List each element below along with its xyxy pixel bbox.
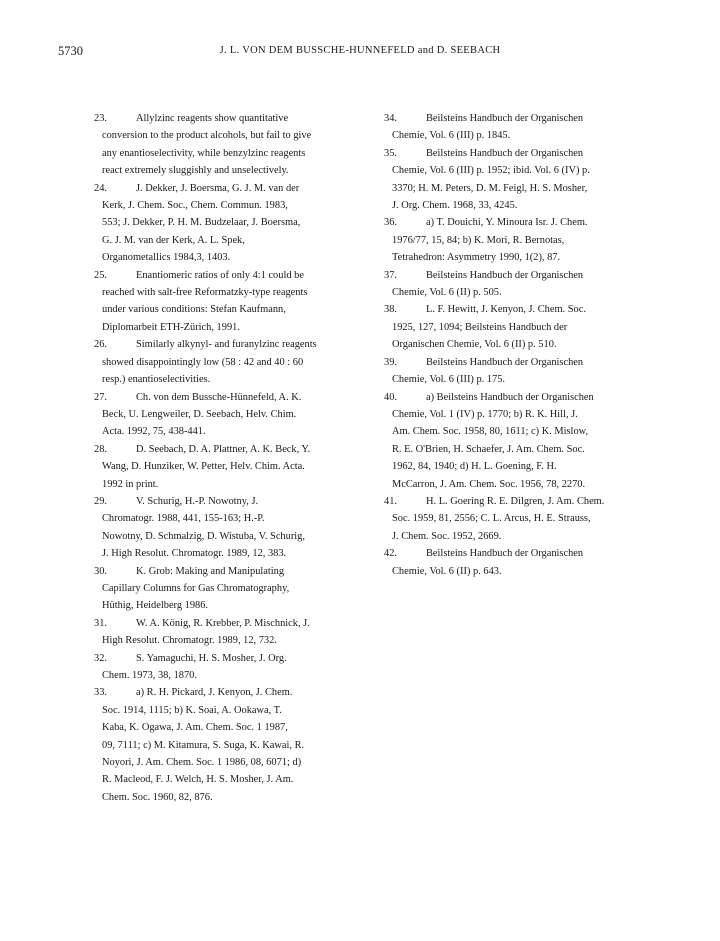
reference-item [384, 110, 646, 145]
reference-text: S. Yamaguchi, H. S. Mosher, J. Org. [136, 652, 287, 664]
reference-line: Kaba, K. Ogawa, J. Am. Chem. Soc. 1 1987, [102, 722, 288, 734]
reference-line: any enantioselectivity, while benzylzinc reagents [102, 147, 306, 159]
reference-text: Enantiomeric ratios of only 4:1 could be [136, 269, 304, 281]
reference-text: a) R. H. Pickard, J. Kenyon, J. Chem. [136, 687, 293, 699]
reference-number: 34. [384, 113, 397, 124]
reference-text: Similarly alkynyl- and furanylzinc reagents [136, 339, 317, 351]
reference-text: D. Seebach, D. A. Plattner, A. K. Beck, Y. [136, 443, 311, 455]
reference-line: Chemie, Vol. 6 (III) p. 1952; ibid. Vol. 6 (IV) p. [392, 165, 590, 177]
reference-first-line [384, 145, 646, 162]
running-head: J. L. VON DEM BUSSCHE-HUNNEFELD and D. SEEBACH [219, 45, 501, 56]
reference-number: 37. [384, 269, 397, 281]
reference-item [94, 563, 360, 615]
reference-number: 39. [384, 356, 397, 368]
reference-line: react extremely sluggishly and unselectively. [102, 165, 289, 177]
reference-text: L. F. Hewitt, J. Kenyon, J. Chem. Soc. [426, 304, 586, 316]
reference-line: 1925, 127, 1094; Beilsteins Handbuch der [392, 321, 568, 333]
reference-first-line [94, 493, 360, 510]
reference-text: Beilsteins Handbuch der Organischen [426, 147, 584, 159]
reference-first-line [384, 301, 646, 318]
reference-line: reached with salt-free Reformatzky-type reagents [102, 287, 308, 299]
reference-number: 27. [94, 391, 107, 403]
reference-text: Beilsteins Handbuch der Organischen [426, 269, 584, 281]
reference-line: J. Chem. Soc. 1952, 2669. [392, 530, 502, 542]
reference-first-line [94, 563, 360, 580]
reference-line: 1962, 84, 1940; d) H. L. Goening, F. H. [392, 461, 557, 473]
reference-item [94, 336, 360, 388]
reference-item [384, 145, 646, 215]
reference-number: 35. [384, 147, 397, 159]
reference-line: Chromatogr. 1988, 441, 155-163; H.-P. [102, 513, 265, 525]
reference-first-line [384, 545, 646, 562]
reference-number: 42. [384, 548, 397, 560]
reference-line: Organometallics 1984,3, 1403. [102, 252, 231, 264]
reference-item [384, 214, 646, 266]
reference-line: Wang, D. Hunziker, W. Petter, Helv. Chim. Acta. [102, 461, 305, 473]
references-left-column [94, 110, 360, 806]
reference-line: Chem. Soc. 1960, 82, 876. [102, 791, 213, 803]
reference-item [384, 267, 646, 302]
reference-number: 23. [94, 113, 107, 124]
reference-line: Chemie, Vol. 1 (IV) p. 1770; b) R. K. Hill, J. [392, 408, 578, 420]
reference-first-line [384, 493, 646, 510]
reference-line: Soc. 1914, 1115; b) K. Soai, A. Ookawa, T. [102, 704, 282, 716]
reference-line: Chemie, Vol. 6 (III) p. 175. [392, 374, 506, 386]
reference-number: 31. [94, 617, 107, 629]
reference-item [94, 180, 360, 267]
reference-number: 25. [94, 269, 107, 281]
reference-text: a) Beilsteins Handbuch der Organischen [426, 391, 594, 403]
reference-line: Beck, U. Lengweiler, D. Seebach, Helv. Chim. [102, 408, 297, 420]
reference-text: V. Schurig, H.-P. Nowotny, J. [136, 495, 259, 507]
reference-first-line [384, 110, 646, 127]
reference-number: 26. [94, 339, 107, 351]
reference-line: Diplomarbeit ETH-Zürich, 1991. [102, 321, 240, 333]
reference-text: a) T. Douichi, Y. Minoura Isr. J. Chem. [426, 217, 588, 229]
reference-number: 29. [94, 495, 107, 507]
reference-line: McCarron, J. Am. Chem. Soc. 1956, 78, 2270. [392, 478, 586, 490]
reference-item [384, 301, 646, 353]
reference-first-line [94, 267, 360, 284]
reference-first-line [384, 354, 646, 371]
reference-line: Am. Chem. Soc. 1958, 80, 1611; c) K. Mislow, [392, 426, 589, 438]
reference-line: 553; J. Dekker, P. H. M. Budzelaar, J. Boersma, [102, 217, 301, 229]
reference-line: Chemie, Vol. 6 (II) p. 505. [392, 287, 502, 299]
reference-number: 33. [94, 687, 107, 699]
reference-line: J. High Resolut. Chromatogr. 1989, 12, 383. [102, 548, 287, 560]
reference-first-line [384, 214, 646, 231]
reference-text: H. L. Goering R. E. Dilgren, J. Am. Chem. [426, 495, 605, 507]
reference-number: 40. [384, 391, 397, 403]
reference-first-line [384, 267, 646, 284]
reference-number: 41. [384, 495, 397, 507]
reference-text: W. A. König, R. Krebber, P. Mischnick, J. [136, 617, 310, 629]
reference-first-line [94, 615, 360, 632]
reference-line: Capillary Columns for Gas Chromatography, [102, 582, 290, 594]
reference-text: Beilsteins Handbuch der Organischen [426, 113, 584, 124]
reference-line: Chemie, Vol. 6 (II) p. 643. [392, 565, 502, 577]
reference-first-line [94, 684, 360, 701]
reference-line: R. Macleod, F. J. Welch, H. S. Mosher, J. Am. [102, 774, 294, 786]
reference-item [94, 650, 360, 685]
reference-line: 1992 in print. [102, 478, 159, 490]
reference-text: K. Grob: Making and Manipulating [136, 565, 285, 577]
reference-item [94, 110, 360, 180]
reference-line: Nowotny, D. Schmalzig, D. Wistuba, V. Schurig, [102, 530, 305, 542]
reference-number: 30. [94, 565, 107, 577]
reference-item [94, 493, 360, 563]
reference-line: 1976/77, 15, 84; b) K. Mori, R. Bernotas, [392, 234, 565, 246]
page-header [0, 44, 720, 64]
reference-first-line [94, 180, 360, 197]
page-number: 5730 [58, 44, 83, 58]
reference-line: 09, 7111; c) M. Kitamura, S. Suga, K. Kawai, R. [102, 739, 305, 751]
reference-line: Soc. 1959, 81, 2556; C. L. Arcus, H. E. Strauss, [392, 513, 591, 525]
reference-line: Kerk, J. Chem. Soc., Chem. Commun. 1983, [102, 200, 288, 212]
reference-first-line [384, 389, 646, 406]
reference-line: Organischen Chemie, Vol. 6 (II) p. 510. [392, 339, 557, 351]
reference-item [94, 389, 360, 441]
reference-line: High Resolut. Chromatogr. 1989, 12, 732. [102, 635, 277, 647]
reference-line: conversion to the product alcohols, but fail to give [102, 130, 312, 142]
reference-item [384, 389, 646, 493]
reference-first-line [94, 650, 360, 667]
reference-line: R. E. O'Brien, H. Schaefer, J. Am. Chem. Soc. [392, 443, 585, 455]
reference-text: J. Dekker, J. Boersma, G. J. M. van der [136, 182, 300, 194]
reference-item [384, 545, 646, 580]
reference-line: Chem. 1973, 38, 1870. [102, 670, 197, 681]
reference-line: showed disappointingly low (58 : 42 and 40 : 60 [102, 356, 304, 368]
reference-line: Hüthig, Heidelberg 1986. [102, 600, 209, 612]
reference-line: Noyori, J. Am. Chem. Soc. 1 1986, 08, 6071; d) [102, 757, 302, 769]
reference-first-line [94, 389, 360, 406]
reference-line: resp.) enantioselectivities. [102, 374, 211, 386]
reference-line: Tetrahedron: Asymmetry 1990, 1(2), 87. [392, 252, 561, 264]
reference-number: 38. [384, 304, 397, 316]
references-right-column [384, 110, 646, 580]
reference-item [384, 354, 646, 389]
reference-number: 36. [384, 217, 397, 229]
reference-line: under various conditions: Stefan Kaufmann, [102, 304, 286, 316]
reference-line: J. Org. Chem. 1968, 33, 4245. [392, 200, 518, 212]
reference-line: 3370; H. M. Peters, D. M. Feigl, H. S. Mosher, [392, 182, 588, 194]
reference-number: 24. [94, 182, 107, 194]
reference-text: Beilsteins Handbuch der Organischen [426, 356, 584, 368]
reference-line: G. J. M. van der Kerk, A. L. Spek, [102, 234, 245, 246]
reference-item [94, 684, 360, 806]
reference-item [384, 493, 646, 545]
reference-first-line [94, 110, 360, 127]
reference-number: 28. [94, 443, 107, 455]
reference-first-line [94, 441, 360, 458]
reference-item [94, 267, 360, 337]
reference-first-line [94, 336, 360, 353]
reference-text: Beilsteins Handbuch der Organischen [426, 548, 584, 560]
reference-number: 32. [94, 652, 107, 664]
reference-text: Ch. von dem Bussche-Hünnefeld, A. K. [136, 391, 302, 403]
reference-item [94, 615, 360, 650]
reference-line: Chemie, Vol. 6 (III) p. 1845. [392, 130, 511, 142]
reference-item [94, 441, 360, 493]
reference-line: Acta. 1992, 75, 438-441. [102, 426, 206, 438]
reference-text: Allylzinc reagents show quantitative [136, 113, 289, 124]
